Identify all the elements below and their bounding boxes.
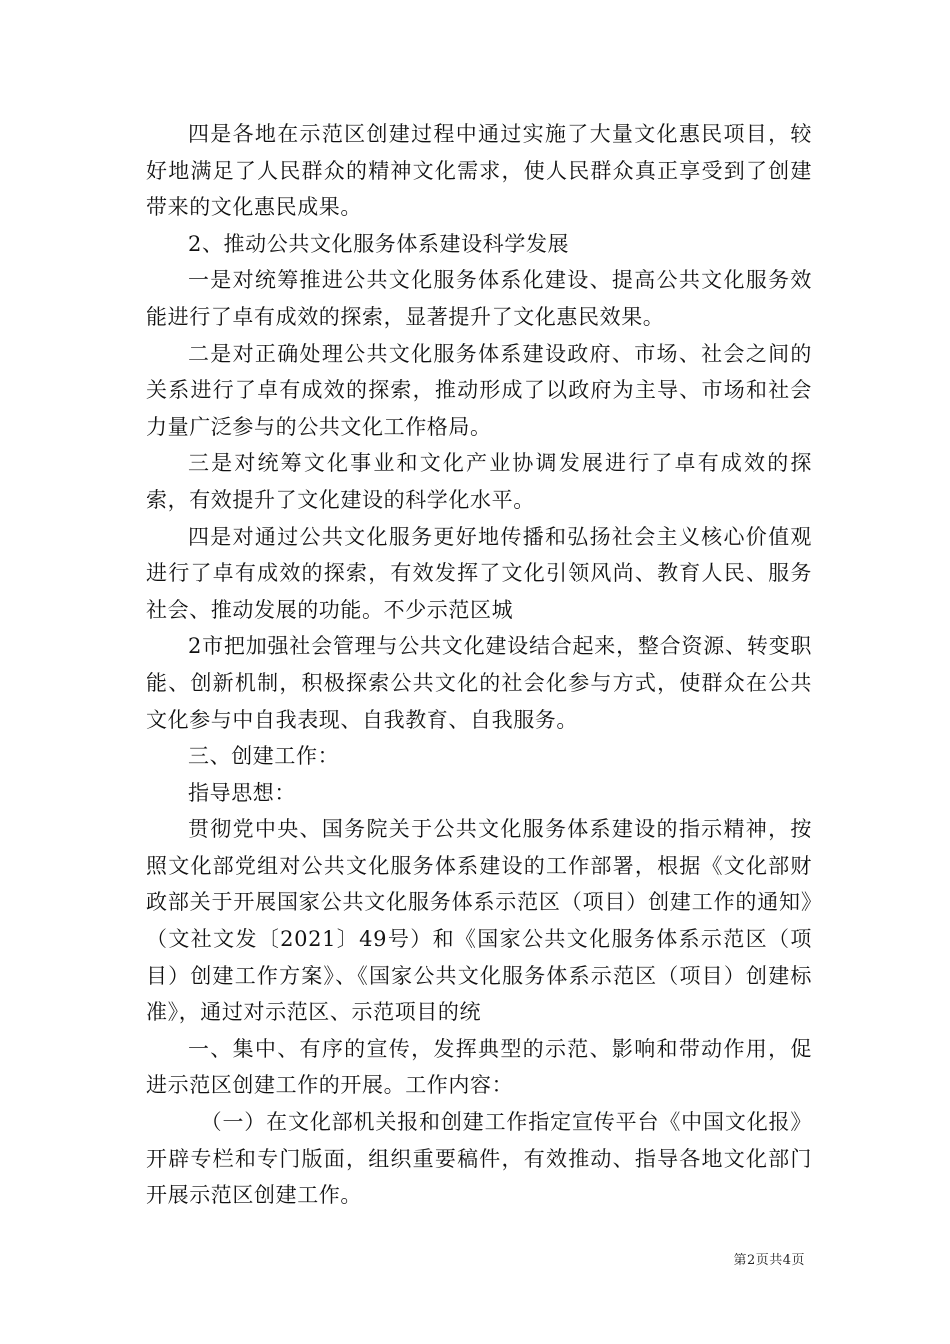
paragraph-guiding-thought: 贯彻党中央、国务院关于公共文化服务体系建设的指示精神，按照文化部党组对公共文化服务体系建设的工作部署，根据《文化部财政部关于开展国家公共文化服务体系示范区（项目）创建工作的通知》（文社文发〔2021〕49号）和《国家公共文化服务体系示范区（项目）创建工作方案》、《国家公共文化服务体系示范区（项目）创建标准》，通过对示范区、示范项目的统	[146, 817, 812, 1025]
paragraph-work-content-1: （一）在文化部机关报和创建工作指定宣传平台《中国文化报》开辟专栏和专门版面，组织重要稿件，有效推动、指导各地文化部门开展示范区创建工作。	[146, 1110, 812, 1208]
paragraph-item-1-integration: 一是对统筹推进公共文化服务体系化建设、提高公共文化服务效能进行了卓有成效的探索，显著提升了文化惠民效果。	[146, 268, 812, 329]
paragraph-item-2-relations: 二是对正确处理公共文化服务体系建设政府、市场、社会之间的关系进行了卓有成效的探索，推动形成了以政府为主导、市场和社会力量广泛参与的公共文化工作格局。	[146, 341, 812, 439]
paragraph-item-3-industry: 三是对统筹文化事业和文化产业协调发展进行了卓有成效的探索，有效提升了文化建设的科学化水平。	[146, 451, 812, 512]
paragraph-city-management: 2市把加强社会管理与公共文化建设结合起来，整合资源、转变职能、创新机制，积极探索公共文化的社会化参与方式，使群众在公共文化参与中自我表现、自我教育、自我服务。	[146, 634, 812, 732]
paragraph-item-4-benefits: 四是各地在示范区创建过程中通过实施了大量文化惠民项目，较好地满足了人民群众的精神文化需求，使人民群众真正享受到了创建带来的文化惠民成果。	[146, 122, 812, 220]
page-number-footer: 第2页共4页	[733, 1253, 805, 1268]
paragraph-item-4-values: 四是对通过公共文化服务更好地传播和弘扬社会主义核心价值观进行了卓有成效的探索，有效发挥了文化引领风尚、教育人民、服务社会、推动发展的功能。不少示范区城	[146, 524, 812, 622]
section-heading-3: 三、创建工作：	[188, 744, 340, 769]
section-heading-2: 2、推动公共文化服务体系建设科学发展	[188, 231, 570, 256]
subheading-guiding-thought: 指导思想：	[188, 780, 296, 805]
document-body	[146, 116, 812, 1214]
paragraph-publicity: 一、集中、有序的宣传，发挥典型的示范、影响和带动作用，促进示范区创建工作的开展。工作内容：	[146, 1036, 812, 1098]
